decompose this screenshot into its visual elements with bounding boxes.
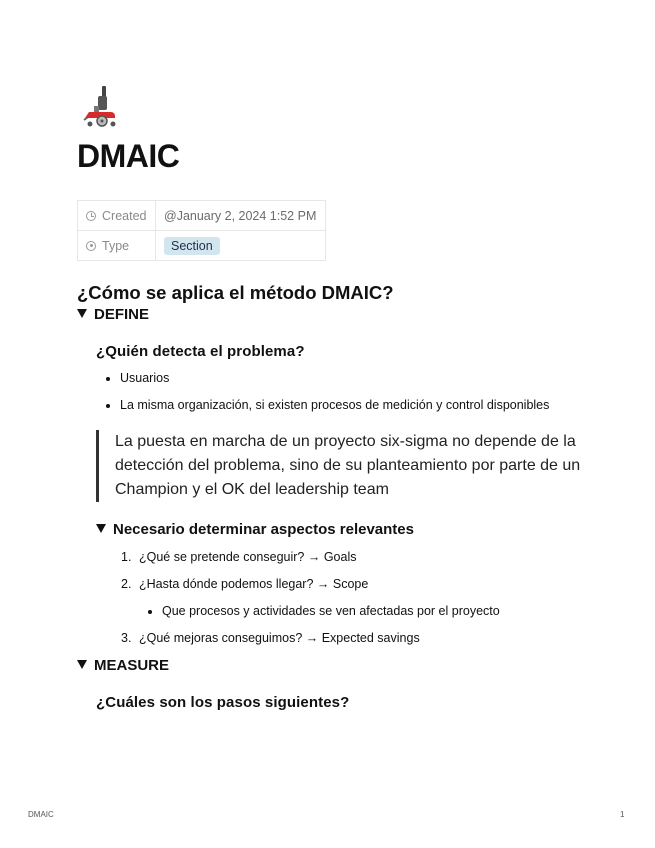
list-item: Usuarios: [120, 371, 170, 385]
triangle-down-icon[interactable]: [77, 309, 87, 318]
subheading-who: ¿Quién detecta el problema?: [96, 343, 305, 360]
triangle-down-icon[interactable]: [96, 524, 106, 533]
property-row-type: [78, 231, 326, 261]
property-value-type[interactable]: [156, 231, 326, 261]
clock-icon: [86, 211, 96, 221]
type-badge[interactable]: Section: [164, 237, 220, 255]
toggle-measure[interactable]: MEASURE: [77, 657, 169, 674]
page-title: DMAIC: [77, 138, 180, 174]
property-value-created[interactable]: @January 2, 2024 1:52 PM: [156, 201, 326, 231]
properties-table: [77, 200, 326, 261]
property-key: Created: [78, 201, 156, 231]
numbered-item: 2. ¿Hasta dónde podemos llegar? → Scope: [121, 577, 369, 591]
property-row-created: [78, 201, 326, 231]
property-key: Type: [78, 231, 156, 261]
select-icon: [86, 241, 96, 251]
page-number: 1: [620, 810, 625, 819]
numbered-item: 3. ¿Qué mejoras conseguimos? → Expected savings: [121, 631, 420, 645]
list-item: La misma organización, si existen procesos de medición y control disponibles: [120, 398, 550, 412]
wheelchair-icon: [80, 84, 120, 128]
section-heading: ¿Cómo se aplica el método DMAIC?: [77, 282, 394, 303]
toggle-relevant-aspects[interactable]: Necesario determinar aspectos relevantes: [96, 521, 414, 538]
subheading-next-steps: ¿Cuáles son los pasos siguientes?: [96, 694, 350, 711]
callout-quote: La puesta en marcha de un proyecto six-sigma no depende de la detección del problema, sino de su planteamiento por parte de un Champion y el OK del leadership team: [96, 430, 596, 502]
footer-title: DMAIC: [28, 810, 54, 819]
triangle-down-icon[interactable]: [77, 660, 87, 669]
numbered-item: 1. ¿Qué se pretende conseguir? → Goals: [121, 550, 357, 564]
toggle-define[interactable]: DEFINE: [77, 306, 149, 323]
list-item: Que procesos y actividades se ven afectadas por el proyecto: [162, 604, 500, 618]
